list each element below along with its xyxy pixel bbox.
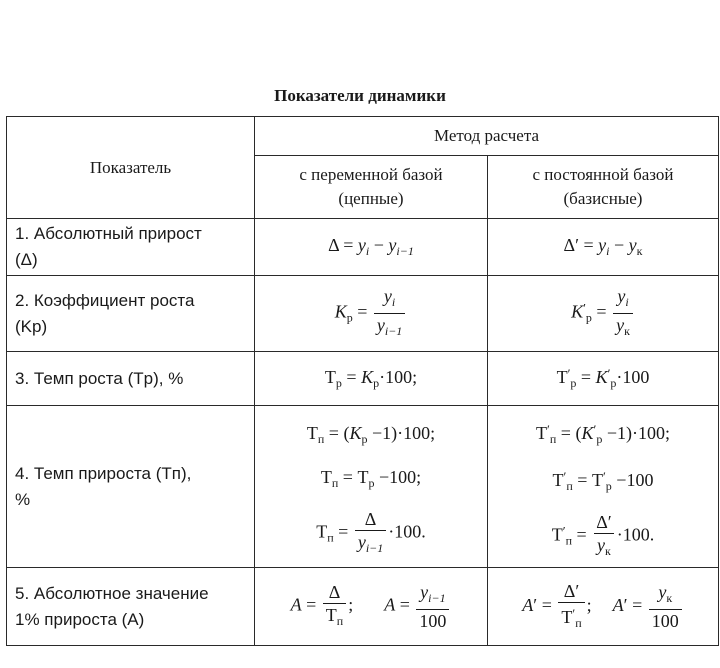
row-label-absolute-increase: 1. Абсолютный прирост (Δ): [7, 219, 255, 276]
header-indicator: Показатель: [7, 117, 255, 219]
formula-growth-rate-chain: $T_р = K_р\cdot 100$;: [255, 352, 488, 406]
row-label-absolute-value-1pct: 5. Абсолютное значение 1% прироста (A): [7, 568, 255, 646]
table-row: [7, 219, 719, 276]
formula-growth-coef-chain: $K_р$ = $\frac{y_i}{y_{i-1}}$: [255, 276, 488, 352]
formula-growth-rate-basic: $T'_р = K'_р\cdot 100$: [488, 352, 719, 406]
header-method: Метод расчета: [255, 117, 719, 156]
row-label-increase-rate: 4. Темп прироста (Tп), %: [7, 406, 255, 568]
table-row: [7, 406, 719, 568]
formula-abs-value-basic: A′ = $\frac{\Delta'}{T'_п}$ ; A′ = $\frac{y_к}{100}$: [488, 568, 719, 646]
formula-increase-rate-chain: $T_п = (K_р -1)\cdot 100$; $T_п = T_р -100$; $T_п$ = $\frac{\Delta}{y_{i-1}}$ ·100.: [255, 406, 488, 568]
table-row: [7, 352, 719, 406]
row-label-growth-coefficient: 2. Коэффициент роста (Kр): [7, 276, 255, 352]
table-row: [7, 276, 719, 352]
header-basic: с постоянной базой (базисные): [488, 156, 719, 219]
row-label-growth-rate: 3. Темп роста (Tр), %: [7, 352, 255, 406]
formula-abs-value-chain: A = $\frac{\Delta}{T_п}$ ; A = $\frac{y_{i-1}}{100}$: [255, 568, 488, 646]
dynamics-table: [6, 116, 719, 646]
formula-growth-coef-basic: $K'_р$ = $\frac{y_i}{y_к}$: [488, 276, 719, 352]
formula-abs-increase-basic: $\Delta' = y_i - y_к$: [488, 219, 719, 276]
table-row: [7, 568, 719, 646]
formula-increase-rate-basic: $T'_п = (K'_р -1)\cdot 100$; $T'_п = T'_р -100$ $T'_п$ = $\frac{\Delta'}{y_к}$ ·100.: [488, 406, 719, 568]
header-chain: с переменной базой (цепные): [255, 156, 488, 219]
page-title: Показатели динамики: [274, 86, 446, 105]
formula-abs-increase-chain: $\Delta = y_i - y_{i-1}$: [255, 219, 488, 276]
